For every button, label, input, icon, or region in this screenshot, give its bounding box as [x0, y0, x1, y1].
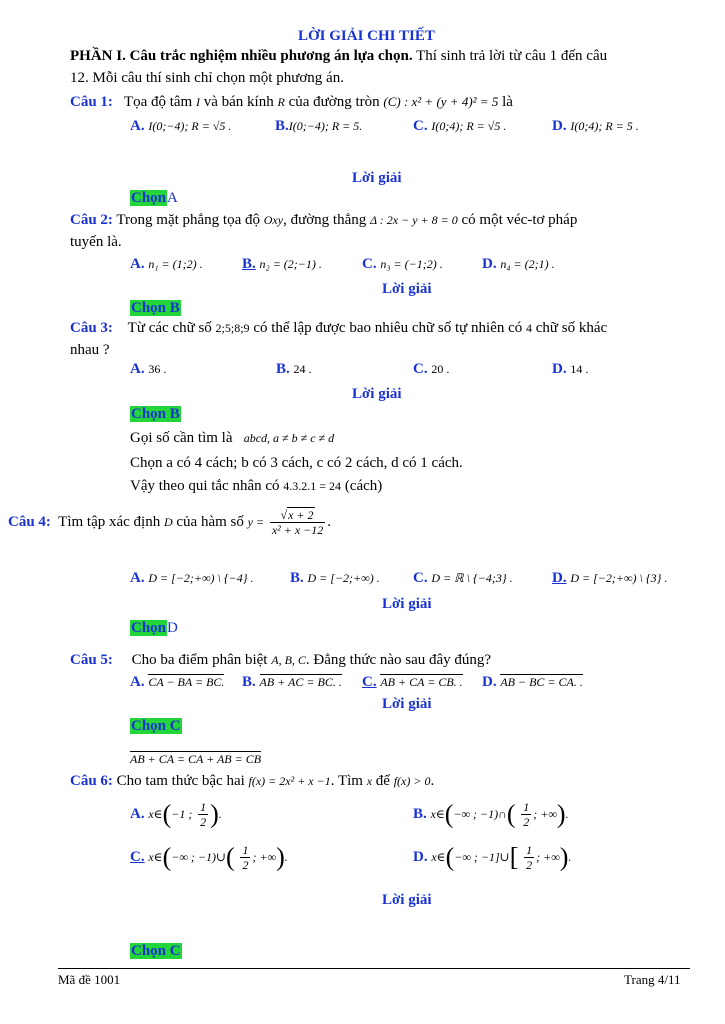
q2-option-b-label: B. — [242, 256, 256, 272]
q1-answer — [130, 190, 178, 207]
q4-fraction: $\frac{√x + 2}{\text{x² + x −12}}$ — [271, 508, 324, 537]
q1-option-c[interactable] — [413, 118, 506, 135]
q2-text-b: , đường thẳng — [283, 212, 367, 228]
q6-text-a: Cho tam thức bậc hai — [116, 773, 245, 789]
q4-var-d: D — [163, 514, 173, 529]
q2-option-a[interactable] — [130, 256, 203, 273]
q5-text-a: Cho ba điểm phân biệt — [131, 652, 268, 668]
q4-option-a-text: D = [−2;+∞) \ {−4} . — [148, 571, 254, 585]
q4-func-den: x² + x −12 — [271, 523, 324, 537]
footer-page-number: Trang 4/11 — [624, 972, 681, 987]
q5-option-b-text: AB + AC = BC. . — [259, 675, 342, 689]
q6-answer — [130, 943, 182, 960]
q4-option-c[interactable] — [413, 570, 513, 587]
q3-digits: 2;5;8;9 — [215, 321, 250, 335]
q1-var-r: R — [277, 95, 285, 109]
q2-stem — [70, 212, 577, 229]
q3-label: Câu 3: — [70, 320, 113, 336]
part-instruction-2: 12. Mỗi câu thí sinh chỉ chọn một phương án. — [70, 70, 344, 86]
q3-option-d-label: D. — [552, 361, 567, 377]
q5-text-b: . Đẳng thức nào sau đây đúng? — [305, 652, 492, 668]
q3-solution-heading: Lời giải — [352, 386, 402, 402]
q4-option-d-text: D = [−2;+∞) \ {3} . — [570, 571, 668, 585]
q3-option-a-text: 36 . — [148, 362, 167, 376]
q2-text-a: Trong mặt phẳng tọa độ — [116, 212, 261, 228]
part-instruction-1: Thí sinh trả lời từ câu 1 đến câu — [416, 48, 608, 64]
q4-option-b-text: D = [−2;+∞) . — [307, 571, 380, 585]
q3-solution-line-3 — [130, 478, 382, 495]
q6-option-c[interactable]: C. x∈(−∞ ; −1)∪( $\frac{1}{2}$ ; +∞). — [130, 842, 288, 872]
q3-sol3-text: Vậy theo qui tắc nhân có — [130, 478, 280, 494]
q6-condition: f(x) > 0 — [393, 774, 431, 788]
q1-var-i: I — [195, 95, 200, 109]
q3-option-c-label: C. — [413, 361, 428, 377]
q1-text-b: và bán kính — [203, 94, 274, 110]
q5-stem — [70, 652, 491, 669]
q5-option-b[interactable] — [242, 674, 342, 691]
q5-option-d-text: AB − BC = CA. . — [500, 675, 583, 689]
q3-sol1-text: Gọi số cần tìm là — [130, 430, 233, 446]
q3-sol3-unit: (cách) — [344, 478, 383, 494]
q5-option-c[interactable] — [362, 674, 463, 691]
q2-answer-label: Chọn B — [131, 300, 180, 316]
q4-answer — [130, 620, 178, 637]
q5-answer — [130, 718, 182, 735]
q1-option-c-text: I(0;4); R = √5 . — [431, 119, 507, 133]
footer-exam-code: Mã đề 1001 — [58, 972, 121, 987]
q2-solution-heading: Lời giải — [382, 281, 432, 297]
q1-option-d-label: D. — [552, 118, 567, 134]
q5-option-c-label: C. — [362, 674, 377, 690]
q6-option-c-label: C. — [130, 848, 145, 865]
q4-func-num: x + 2 — [288, 508, 314, 522]
q3-answer-label: Chọn B — [131, 406, 180, 422]
q1-text-d: là — [502, 94, 513, 110]
q3-text-d: nhau ? — [70, 342, 110, 358]
q4-solution-heading: Lời giải — [382, 596, 432, 612]
q1-stem — [70, 94, 513, 111]
q3-sol3-math: 4.3.2.1 = 24 — [283, 479, 342, 493]
q2-option-a-text: n₁ = (1;2) . — [148, 257, 203, 271]
q6-option-a-label: A. — [130, 805, 145, 822]
q3-option-a-label: A. — [130, 361, 145, 377]
q3-option-b-text: 24 . — [293, 362, 312, 376]
q4-option-b[interactable] — [290, 570, 380, 587]
q1-option-a-label: A. — [130, 118, 145, 134]
q4-func-lhs: y = — [247, 514, 265, 529]
q4-option-d[interactable] — [552, 570, 667, 587]
q3-option-c-text: 20 . — [431, 362, 450, 376]
q3-text-c: chữ số khác — [535, 320, 608, 336]
q4-option-d-label: D. — [552, 570, 567, 586]
q2-option-c[interactable] — [362, 256, 443, 273]
q5-answer-label: Chọn C — [131, 718, 181, 734]
q6-option-a[interactable]: A. x∈(−1 ; $\frac{1}{2}$ ). — [130, 799, 222, 829]
q3-text-a: Từ các chữ số — [127, 320, 212, 336]
q1-text-c: của đường tròn — [288, 94, 380, 110]
q2-text-d: tuyến là. — [70, 234, 122, 250]
q4-label: Câu 4: — [8, 513, 51, 530]
q6-var-x: x — [366, 774, 373, 788]
q4-stem: Câu 4: Tìm tập xác định D của hàm số y = $\frac{√x + 2}{\text{x² + x −12}}$ . — [8, 508, 332, 537]
q3-option-d[interactable] — [552, 361, 588, 378]
q2-option-d[interactable] — [482, 256, 555, 273]
q1-option-d-text: I(0;4); R = 5 . — [570, 119, 639, 133]
q3-option-a[interactable] — [130, 361, 166, 378]
q1-option-c-label: C. — [413, 118, 428, 134]
q1-answer-letter: A — [167, 190, 178, 206]
q5-solution-math: AB + CA = CA + AB = CB — [130, 752, 262, 766]
q5-solution-heading: Lời giải — [382, 696, 432, 712]
q6-option-d[interactable]: D. x∈(−∞ ; −1]∪[ $\frac{1}{2}$ ; +∞). — [413, 842, 572, 872]
q2-text-c: có một véc-tơ pháp — [461, 212, 578, 228]
q5-label: Câu 5: — [70, 652, 113, 668]
q1-option-b-label: B. — [275, 118, 289, 134]
part-heading-line — [70, 48, 607, 65]
q4-text-b: của hàm số — [176, 513, 244, 530]
part-heading: PHẦN I. Câu trắc nghiệm nhiều phương án lựa chọn. — [70, 48, 413, 64]
q1-text-a: Tọa độ tâm — [123, 94, 193, 110]
q6-option-b[interactable]: B. x∈(−∞ ; −1)∩( $\frac{1}{2}$ ; +∞). — [413, 799, 569, 829]
q4-option-a-label: A. — [130, 570, 145, 586]
q4-option-c-label: C. — [413, 570, 428, 586]
q5-option-c-text: AB + CA = CB. . — [380, 675, 463, 689]
q2-option-b[interactable] — [242, 256, 322, 273]
q5-option-b-label: B. — [242, 674, 256, 690]
q2-var-oxy: Oxy — [263, 213, 284, 227]
q5-vars: A, B, C — [271, 653, 306, 667]
q1-option-a-text: I(0;−4); R = √5 . — [148, 119, 232, 133]
q3-option-b[interactable] — [276, 361, 312, 378]
q3-text-b: có thể lập được bao nhiêu chữ số tự nhiên có — [253, 320, 523, 336]
q3-option-d-text: 14 . — [570, 362, 589, 376]
page-title: LỜI GIẢI CHI TIẾT — [298, 28, 435, 44]
q1-option-b-text: I(0;−4); R = 5. — [288, 119, 363, 133]
q5-solution — [130, 751, 261, 768]
q6-solution-heading: Lời giải — [382, 892, 432, 908]
q6-option-d-label: D. — [413, 848, 428, 865]
q3-sol1-math: abcd, a ≠ b ≠ c ≠ d — [243, 431, 335, 445]
q5-option-d[interactable] — [482, 674, 583, 691]
q2-option-c-label: C. — [362, 256, 377, 272]
q5-option-a-label: A. — [130, 674, 145, 690]
q2-option-a-label: A. — [130, 256, 145, 272]
q2-option-b-text: n₂ = (2;−1) . — [259, 257, 322, 271]
q2-label: Câu 2: — [70, 212, 113, 228]
q1-option-a[interactable] — [130, 118, 231, 135]
q4-option-c-text: D = ℝ \ {−4;3} . — [431, 571, 513, 585]
q2-option-d-text: n₄ = (2;1) . — [500, 257, 555, 271]
q3-option-b-label: B. — [276, 361, 290, 377]
q1-option-d[interactable] — [552, 118, 639, 135]
q5-option-a-text: CA − BA = BC. — [148, 675, 225, 689]
q4-text-a: Tìm tập xác định — [58, 513, 161, 530]
q6-text-b: . Tìm — [330, 773, 363, 789]
q3-num4: 4 — [525, 321, 532, 335]
q4-answer-letter: D — [167, 620, 178, 636]
q1-solution-heading: Lời giải — [352, 170, 402, 186]
q4-option-b-label: B. — [290, 570, 304, 586]
q2-option-c-text: n₃ = (−1;2) . — [380, 257, 443, 271]
q6-label: Câu 6: — [70, 773, 113, 789]
q4-option-a[interactable] — [130, 570, 254, 587]
q4-answer-label: Chọn — [131, 620, 167, 636]
q3-solution-line-2: Chọn a có 4 cách; b có 3 cách, c có 2 cách, d có 1 cách. — [130, 455, 463, 471]
q3-answer — [130, 406, 181, 423]
q6-option-b-label: B. — [413, 805, 427, 822]
q6-func: f(x) = 2x² + x −1 — [248, 774, 331, 788]
q1-option-b[interactable] — [275, 118, 362, 135]
q1-answer-label: Chọn — [131, 190, 167, 206]
footer-divider — [58, 968, 690, 969]
q2-option-d-label: D. — [482, 256, 497, 272]
q1-label: Câu 1: — [70, 94, 113, 110]
q6-stem: Câu 6: Cho tam thức bậc hai f(x) = 2x² + x −1. Tìm x để f(x) > 0. — [70, 773, 435, 789]
q5-option-a[interactable] — [130, 674, 224, 691]
q6-text-c: để — [375, 773, 390, 789]
q6-answer-label: Chọn C — [131, 943, 181, 959]
q3-stem — [70, 320, 607, 337]
q5-option-d-label: D. — [482, 674, 497, 690]
q1-equation: (C) : x² + (y + 4)² = 5 — [383, 94, 499, 109]
q2-answer — [130, 300, 181, 317]
q2-equation: Δ : 2x − y + 8 = 0 — [369, 213, 458, 227]
q3-option-c[interactable] — [413, 361, 449, 378]
q3-solution-line-1 — [130, 430, 334, 447]
